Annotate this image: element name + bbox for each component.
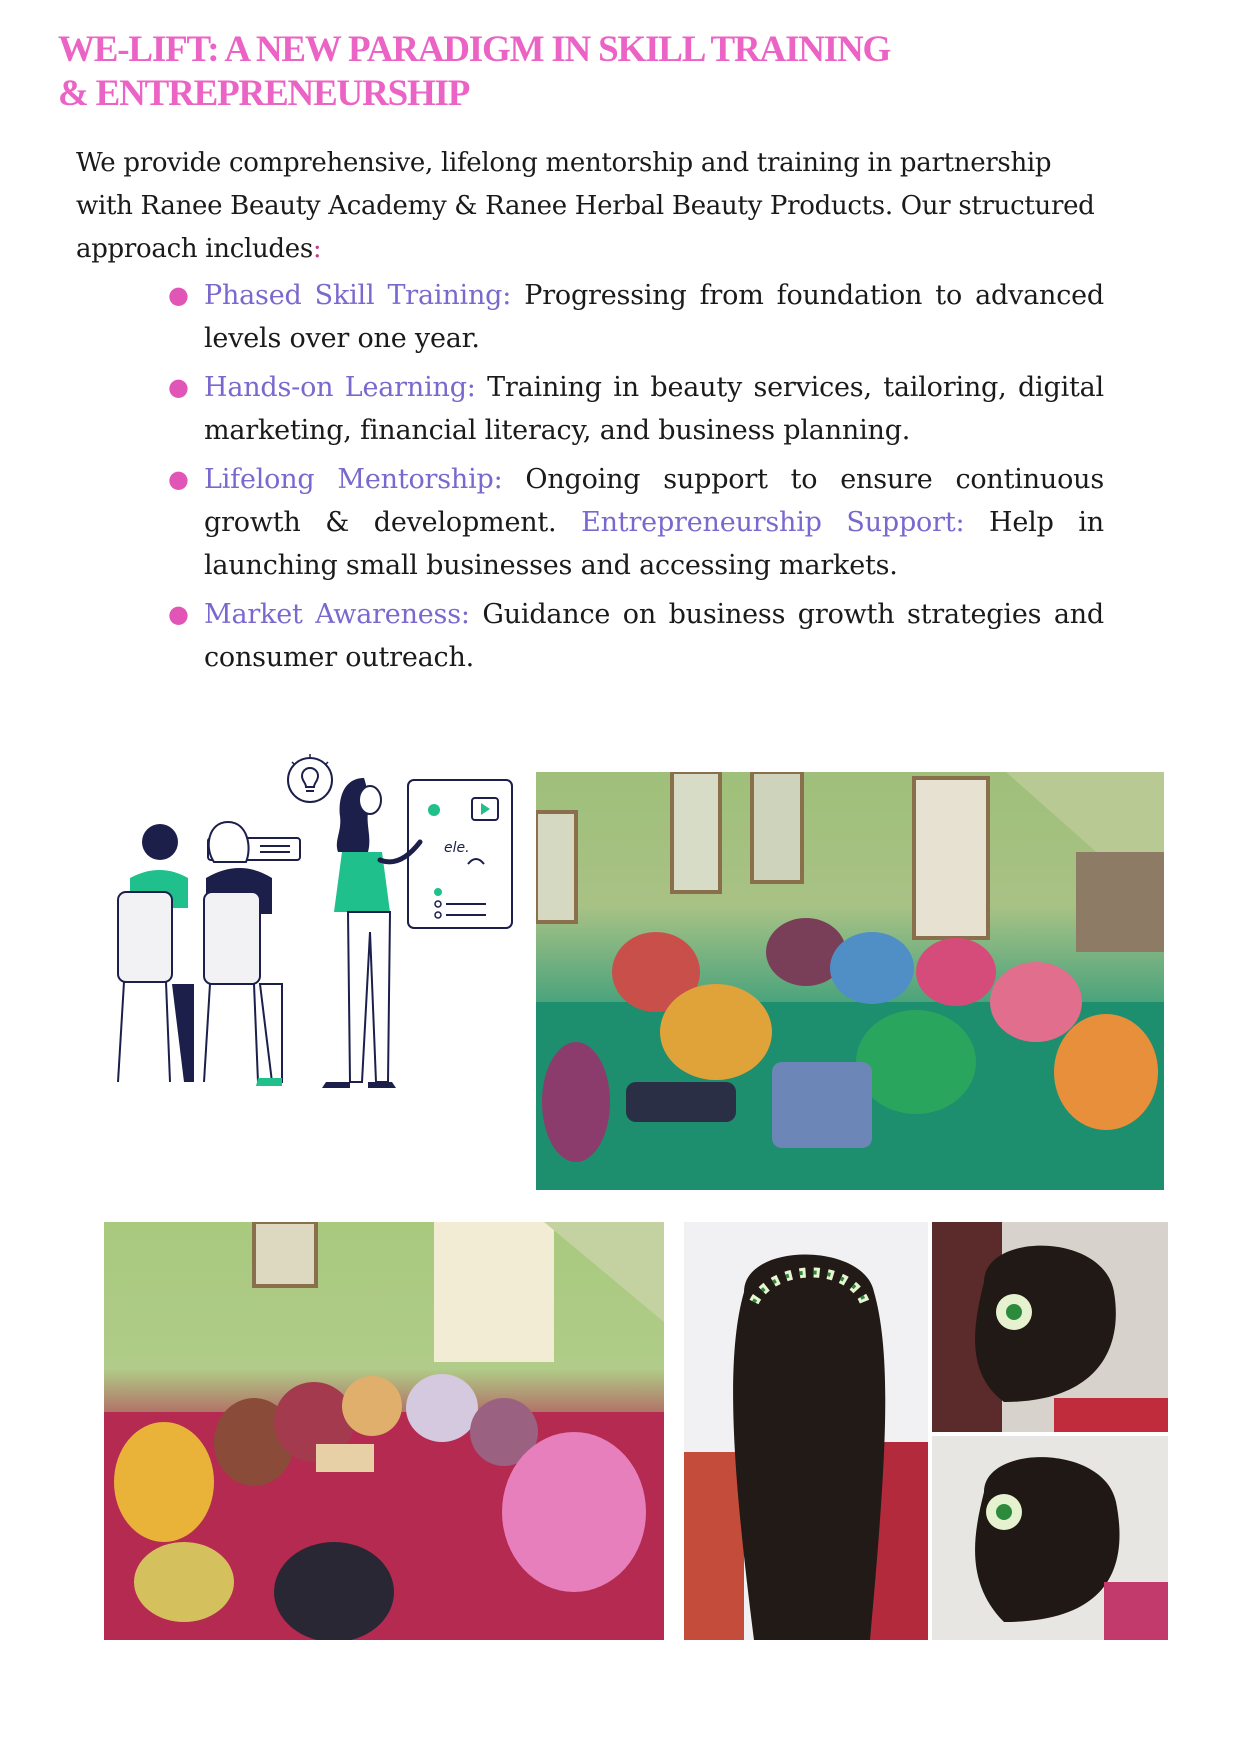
item-label: Lifelong Mentorship: — [204, 464, 503, 495]
bullet-icon: ● — [168, 373, 189, 401]
item-text-secondary: Help in launching small businesses and accessing markets. — [204, 507, 1104, 581]
lightbulb-icon — [288, 754, 332, 802]
bullet-icon: ● — [168, 465, 189, 493]
feature-list — [164, 274, 1104, 685]
item-label: Phased Skill Training: — [204, 280, 512, 311]
item-label: Hands-on Learning: — [204, 372, 476, 403]
intro-text: We provide comprehensive, lifelong mentorship and training in partnership with Ranee Beauty Academy & Ranee Herbal Beauty Products. Our structured approach includes — [76, 148, 1095, 264]
title-line-2: & ENTREPRENEURSHIP — [58, 73, 470, 114]
group-session-photo — [104, 1222, 664, 1640]
title-line-1: WE-LIFT: A NEW PARADIGM IN SKILL TRAINING — [58, 29, 891, 70]
board-text: ele. — [444, 840, 470, 856]
item-label: Market Awareness: — [204, 599, 470, 630]
list-item — [164, 458, 1104, 587]
bullet-icon: ● — [168, 281, 189, 309]
list-item — [164, 274, 1104, 360]
page-title — [58, 28, 1178, 116]
list-item — [164, 366, 1104, 452]
hairstyle-collage — [684, 1222, 1168, 1640]
item-text: Progressing from foundation to advanced levels over one year. — [204, 280, 1104, 354]
intro-colon: : — [312, 234, 322, 264]
classroom-illustration — [108, 752, 528, 1107]
list-item — [164, 593, 1104, 679]
item-text: Ongoing support to ensure continuous growth & development. — [204, 464, 1104, 538]
item-label-secondary: Entrepreneurship Support: — [581, 507, 965, 538]
classroom-photo — [536, 772, 1164, 1190]
intro-paragraph — [76, 142, 1096, 271]
item-text: Training in beauty services, tailoring, digital marketing, financial literacy, and business planning. — [204, 372, 1104, 446]
bullet-icon: ● — [168, 600, 189, 628]
item-text: Guidance on business growth strategies and consumer outreach. — [204, 599, 1104, 673]
